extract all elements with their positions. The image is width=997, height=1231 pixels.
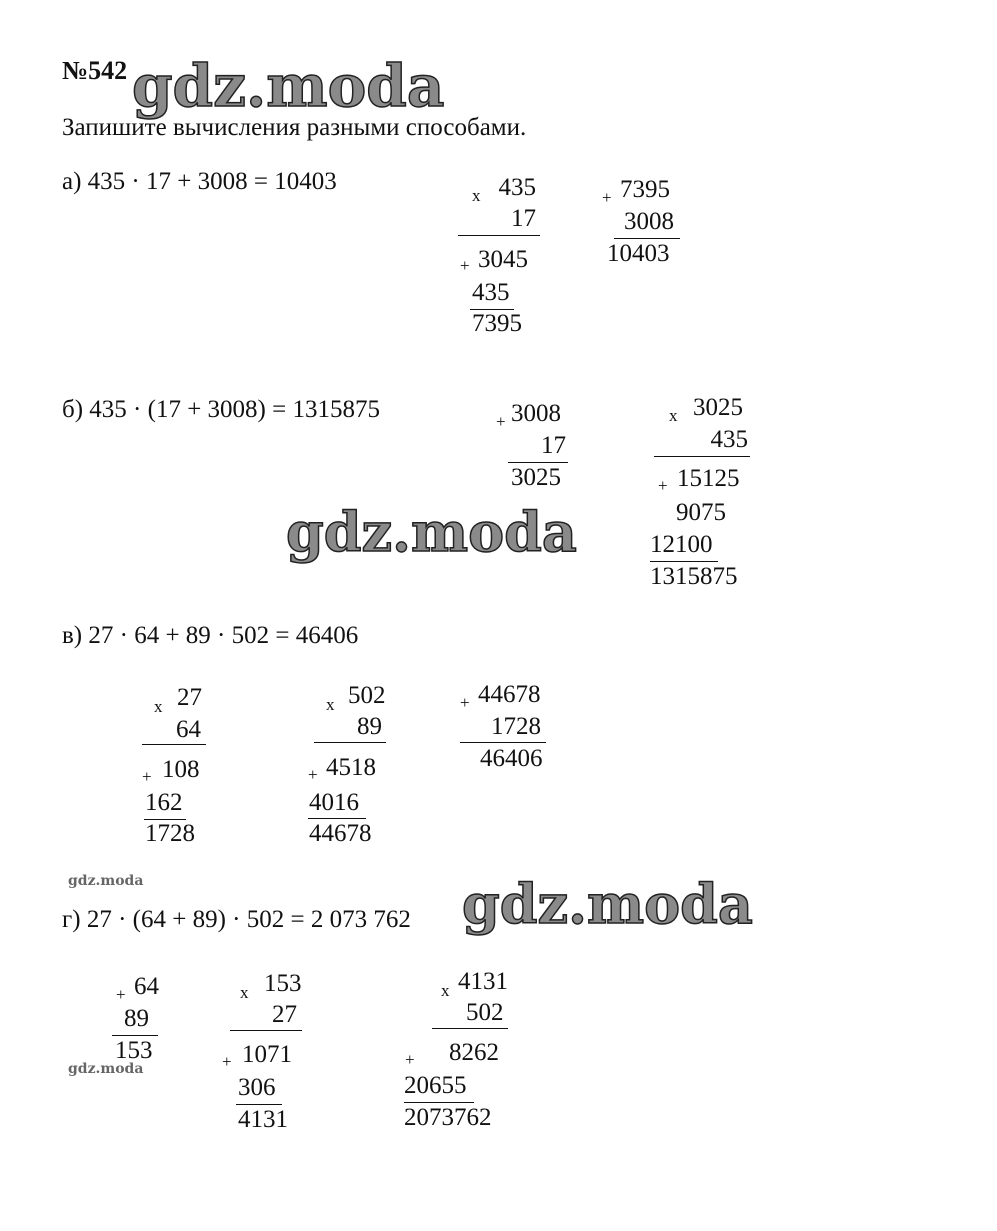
problem-number: №542	[62, 56, 128, 85]
partial-2: 20655	[404, 1072, 467, 1099]
addend-bottom: 89	[124, 1005, 149, 1032]
operand-top: 4131	[458, 968, 508, 995]
operand-top: 502	[348, 682, 386, 709]
partial-2: 4016	[309, 789, 359, 816]
rule-line	[230, 1030, 302, 1031]
partial-1: 4518	[326, 754, 376, 781]
rule-line	[508, 462, 568, 463]
operand-bottom: 64	[176, 716, 201, 743]
equation-g: г) 27 · (64 + 89) · 502 = 2 073 762	[62, 906, 411, 933]
addend-bottom: 1728	[491, 713, 541, 740]
rule-line	[458, 235, 540, 236]
partial-1: 108	[162, 756, 200, 783]
product-result: 44678	[309, 820, 372, 847]
sum-result: 10403	[607, 240, 670, 267]
product-result: 4131	[238, 1106, 288, 1133]
addend-top: 3008	[511, 400, 561, 427]
partial-1: 8262	[449, 1039, 499, 1066]
partial-2: 9075	[676, 499, 726, 526]
plus-sign: +	[658, 476, 668, 495]
operand-bottom: 89	[357, 713, 382, 740]
operand-bottom: 435	[710, 426, 748, 453]
operand-bottom: 17	[511, 205, 536, 232]
rule-line	[654, 456, 750, 457]
rule-line	[142, 744, 206, 745]
operand-top: 27	[177, 684, 202, 711]
partial-1: 3045	[478, 246, 528, 273]
operand-top: 3025	[693, 394, 743, 421]
rule-line	[432, 1028, 508, 1029]
plus-sign: +	[116, 985, 126, 1004]
operand-bottom: 27	[272, 1001, 297, 1028]
plus-sign: +	[460, 256, 470, 275]
rule-line	[460, 742, 546, 743]
plus-sign: +	[496, 412, 506, 431]
rule-line	[404, 1102, 474, 1103]
addend-top: 44678	[478, 681, 541, 708]
partial-1: 1071	[242, 1041, 292, 1068]
times-sign: x	[669, 406, 678, 425]
task-text: Запишите вычисления разными способами.	[62, 114, 527, 141]
addend-top: 7395	[620, 176, 670, 203]
rule-line	[112, 1035, 158, 1036]
operand-bottom: 502	[466, 999, 504, 1026]
watermark-small: gdz.moda	[68, 873, 144, 889]
plus-sign: +	[308, 765, 318, 784]
plus-sign: +	[602, 188, 612, 207]
addend-bottom: 3008	[624, 208, 674, 235]
product-result: 1728	[145, 820, 195, 847]
rule-line	[614, 238, 680, 239]
product-result: 2073762	[404, 1104, 492, 1131]
product-result: 7395	[472, 310, 522, 337]
rule-line	[314, 742, 386, 743]
operand-top: 153	[264, 970, 302, 997]
watermark-logo: gdz.moda	[462, 872, 753, 936]
addend-bottom: 17	[541, 432, 566, 459]
times-sign: x	[472, 186, 481, 205]
partial-2: 306	[238, 1074, 276, 1101]
partial-2: 435	[472, 279, 510, 306]
partial-2: 162	[145, 789, 183, 816]
times-sign: x	[154, 697, 163, 716]
operand-top: 435	[498, 174, 536, 201]
rule-line	[308, 818, 366, 819]
plus-sign: +	[142, 767, 152, 786]
times-sign: x	[240, 983, 249, 1002]
equation-v: в) 27 · 64 + 89 · 502 = 46406	[62, 622, 359, 649]
product-result: 1315875	[650, 563, 738, 590]
rule-line	[236, 1104, 282, 1105]
times-sign: x	[441, 981, 450, 1000]
equation-a: а) 435 · 17 + 3008 = 10403	[62, 168, 337, 195]
partial-3: 12100	[650, 531, 713, 558]
addend-top: 64	[134, 973, 159, 1000]
times-sign: x	[326, 695, 335, 714]
plus-sign: +	[405, 1050, 415, 1069]
sum-result: 3025	[511, 464, 561, 491]
equation-b: б) 435 · (17 + 3008) = 1315875	[62, 396, 380, 423]
watermark-logo: gdz.moda	[132, 52, 445, 120]
plus-sign: +	[222, 1052, 232, 1071]
rule-line	[650, 561, 718, 562]
partial-1: 15125	[677, 465, 740, 492]
watermark-logo: gdz.moda	[286, 500, 577, 564]
sum-result: 46406	[480, 745, 543, 772]
sum-result: 153	[115, 1037, 153, 1064]
plus-sign: +	[460, 693, 470, 712]
watermark-small: gdz.moda	[68, 1061, 144, 1077]
